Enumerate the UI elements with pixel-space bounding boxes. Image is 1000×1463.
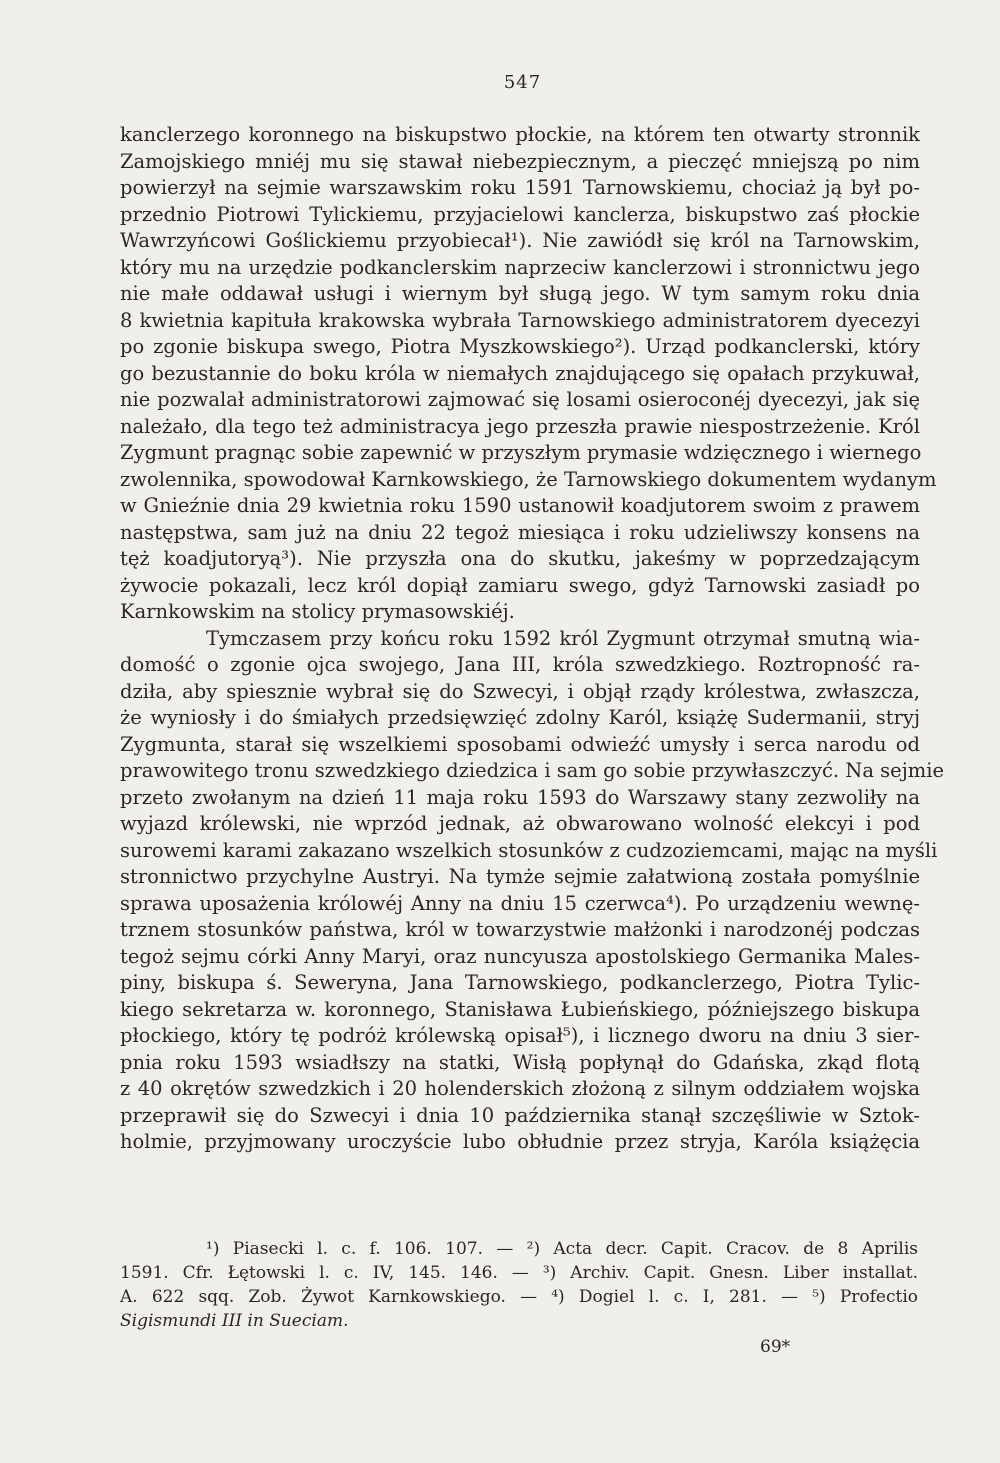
body-line: po zgonie biskupa swego, Piotra Myszkowskiego²). Urząd podkanclerski, który xyxy=(120,335,920,358)
body-line: wyjazd królewski, nie wprzód jednak, aż obwarowano wolność elekcyi i pod xyxy=(120,812,920,835)
body-line: przednio Piotrowi Tylickiemu, przyjacielowi kanclerza, biskupstwo zaś płockie xyxy=(120,202,920,226)
body-line: Zygmunta, starał się wszelkiemi sposobami odwieźć umysły i serca narodu od xyxy=(120,732,920,756)
body-line: domość o zgonie ojca swojego, Jana III, króla szwedzkiego. Roztropność ra- xyxy=(120,653,920,676)
body-line: przeto zwołanym na dzień 11 maja roku 1593 do Warszawy stany zezwoliły na xyxy=(120,785,920,809)
body-line: trznem stosunków państwa, król w towarzystwie małżonki i narodzonéj podczas xyxy=(120,918,920,941)
body-line: stronnictwo przychylne Austryi. Na tymże sejmie załatwioną została pomyślnie xyxy=(120,865,920,888)
body-line: Zygmunt pragnąc sobie zapewnić w przyszłym prymasie wdzięcznego i wiernego xyxy=(120,441,922,464)
body-line: powierzył na sejmie warszawskim roku 1591 Tarnowskiemu, chociaż ją był po- xyxy=(120,176,920,199)
body-line: Karnkowskim na stolicy prymasowskiéj. xyxy=(120,600,515,623)
body-line: nie pozwalał administratorowi zajmować się losami osieroconéj dyecezyi, jak się xyxy=(120,388,920,411)
body-line: tegoż sejmu córki Anny Maryi, oraz nuncyusza apostolskiego Germanika Males- xyxy=(120,944,920,968)
body-line: Tymczasem przy końcu roku 1592 król Zygmunt otrzymał smutną wia- xyxy=(206,626,920,650)
body-line: należało, dla tego też administracya jego przeszła prawie niespostrzeżenie. Król xyxy=(120,414,920,438)
footnote-line: ¹) Piasecki l. c. f. 106. 107. — ²) Acta decr. Capit. Cracov. de 8 Aprilis xyxy=(206,1239,918,1259)
body-line: 8 kwietnia kapituła krakowska wybrała Tarnowskiego administratorem dyecezyi xyxy=(120,308,920,332)
footnote-line: Sigismundi III in Sueciam. xyxy=(120,1311,349,1331)
signature-mark: 69* xyxy=(760,1337,791,1357)
body-line: nie małe oddawał usługi i wiernym był sługą jego. W tym samym roku dnia xyxy=(120,282,920,305)
body-line: pnia roku 1593 wsiadłszy na statki, Wisłą popłynął do Gdańska, zkąd flotą xyxy=(120,1050,920,1074)
body-line: Wawrzyńcowi Goślickiemu przyobiecał¹). Nie zawiódł się król na Tarnowskim, xyxy=(120,229,920,252)
body-line: sprawa uposażenia królowéj Anny na dniu 15 czerwca⁴). Po urządzeniu wewnę- xyxy=(120,891,920,915)
body-line: kanclerzego koronnego na biskupstwo płockie, na którem ten otwarty stronnik xyxy=(120,123,920,146)
body-line: holmie, przyjmowany uroczyście lubo obłudnie przez stryja, Karóla książęcia xyxy=(120,1130,920,1153)
footnotes xyxy=(120,1237,918,1333)
body-line: surowemi karami zakazano wszelkich stosunków z cudzoziemcami, mając na myśli xyxy=(120,838,938,862)
body-line: Zamojskiego mniéj mu się stawał niebezpiecznym, a pieczęć mniejszą po nim xyxy=(120,149,920,173)
body-line: dziła, aby spiesznie wybrał się do Szwecyi, i objął rządy królestwa, zwłaszcza, xyxy=(120,679,920,703)
page-number: 547 xyxy=(503,72,542,93)
footnote-line: 1591. Cfr. Łętowski l. c. IV, 145. 146. — ³) Archiv. Capit. Gnesn. Liber installat. xyxy=(120,1263,918,1283)
body-line: płockiego, który tę podróż królewską opisał⁵), i licznego dworu na dniu 3 sier- xyxy=(120,1024,920,1047)
body-line: kiego sekretarza w. koronnego, Stanisława Łubieńskiego, późniejszego biskupa xyxy=(120,997,920,1021)
body-line: który mu na urzędzie podkanclerskim naprzeciw kanclerzowi i stronnictwu jego xyxy=(120,255,920,279)
body-line: przeprawił się do Szwecyi i dnia 10 października stanął szczęśliwie w Sztok- xyxy=(120,1103,920,1127)
body-line: zwolennika, spowodował Karnkowskiego, że Tarnowskiego dokumentem wydanym xyxy=(120,467,937,491)
footnote-line: A. 622 sqq. Zob. Żywot Karnkowskiego. — ⁴) Dogiel l. c. I, 281. — ⁵) Profectio xyxy=(120,1287,918,1307)
body-line: piny, biskupa ś. Seweryna, Jana Tarnowskiego, podkanclerzego, Piotra Tylic- xyxy=(120,971,920,994)
body-line: żywocie pokazali, lecz król dopiął zamiaru swego, gdyż Tarnowski zasiadł po xyxy=(120,573,920,597)
body-line: w Gnieźnie dnia 29 kwietnia roku 1590 ustanowił koadjutorem swoim z prawem xyxy=(120,494,920,517)
body-line: tęż koadjutoryą³). Nie przyszła ona do skutku, jakeśmy w poprzedzającym xyxy=(120,547,920,570)
body-line: z 40 okrętów szwedzkich i 20 holenderskich złożoną z silnym oddziałem wojska xyxy=(120,1077,920,1100)
body-line: go bezustannie do boku króla w niemałych znajdującego się opałach przykuwał, xyxy=(120,361,920,385)
body-line: następstwa, sam już na dniu 22 tegoż miesiąca i roku udzieliwszy konsens na xyxy=(120,520,920,544)
body-line: że wyniosły i do śmiałych przedsięwzięć zdolny Karól, książę Sudermanii, stryj xyxy=(120,706,920,729)
body-line: prawowitego tronu szwedzkiego dziedzica i sam go sobie przywłaszczyć. Na sejmie xyxy=(120,759,945,782)
body-text xyxy=(120,122,945,1156)
